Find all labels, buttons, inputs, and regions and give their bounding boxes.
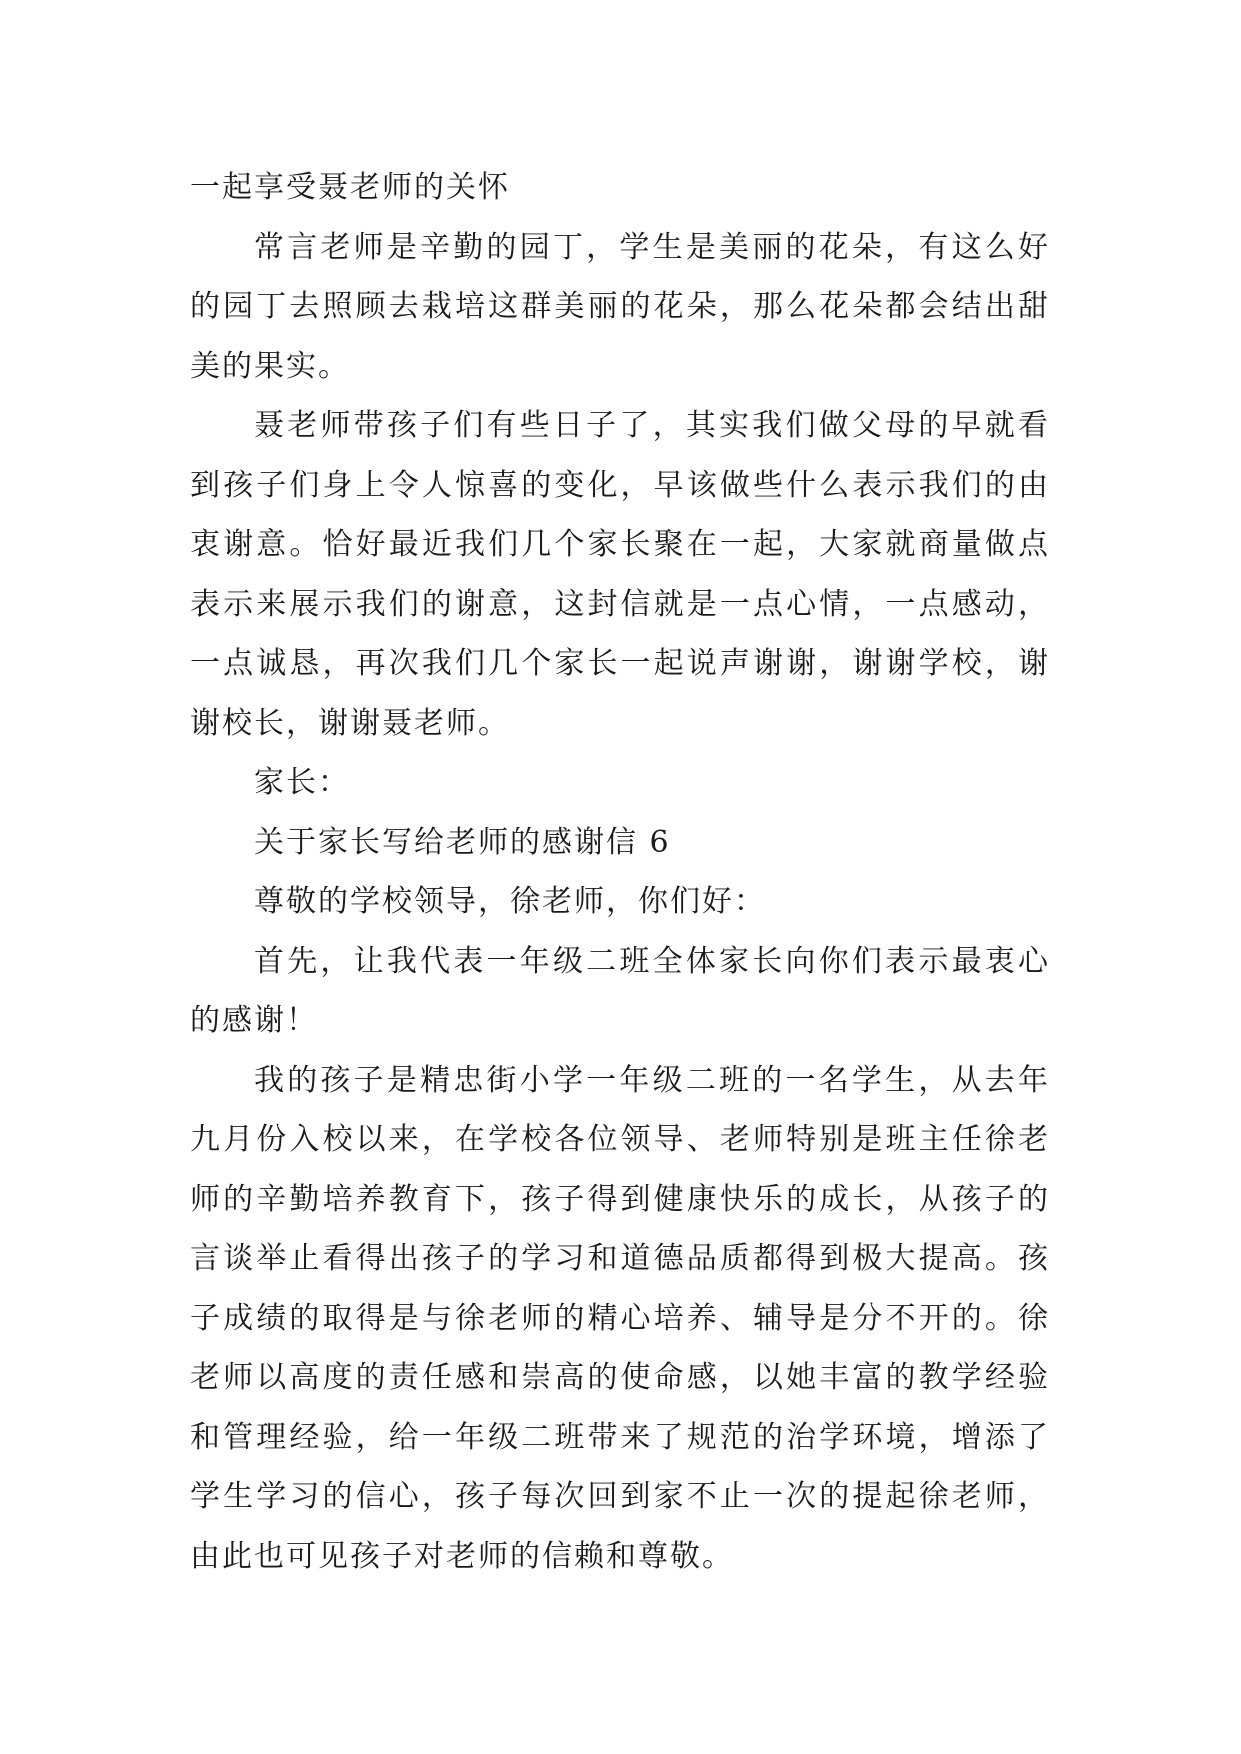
paragraph-thanks: 首先，让我代表一年级二班全体家长向你们表示最衷心的感谢！ <box>190 943 1050 1038</box>
letter-body <box>190 158 1050 1586</box>
paragraph-child: 我的孩子是精忠街小学一年级二班的一名学生，从去年九月份入校以来，在学校各位领导、老师特别是班主任徐老师的辛勤培养教育下，孩子得到健康快乐的成长，从孩子的言谈举止看得出孩子的学习和道德品质都得到极大提高。孩子成绩的取得是与徐老师的精心培养、辅导是分不开的。徐老师以高度的责任感和崇高的使命感，以她丰富的教学经验和管理经验，给一年级二班带来了规范的治学环境，增添了学生学习的信心，孩子每次回到家不止一次的提起徐老师，由此也可见孩子对老师的信赖和尊敬。 <box>190 1062 1050 1574</box>
paragraph-continuation: 一起享受聂老师的关怀 <box>190 170 510 205</box>
paragraph-gardener: 常言老师是辛勤的园丁，学生是美丽的花朵，有这么好的园丁去照顾去栽培这群美丽的花朵，那么花朵都会结出甜美的果实。 <box>190 229 1050 384</box>
salutation: 尊敬的学校领导，徐老师，你们好： <box>254 884 766 919</box>
paragraph-gratitude: 聂老师带孩子们有些日子了，其实我们做父母的早就看到孩子们身上令人惊喜的变化，早该做些什么表示我们的由衷谢意。恰好最近我们几个家长聚在一起，大家就商量做点表示来展示我们的谢意，这封信就是一点心情，一点感动，一点诚恳，再次我们几个家长一起说声谢谢，谢谢学校，谢谢校长，谢谢聂老师。 <box>190 408 1050 741</box>
signature-parent: 家长： <box>254 765 350 800</box>
letter-heading: 关于家长写给老师的感谢信 6 <box>254 824 671 860</box>
